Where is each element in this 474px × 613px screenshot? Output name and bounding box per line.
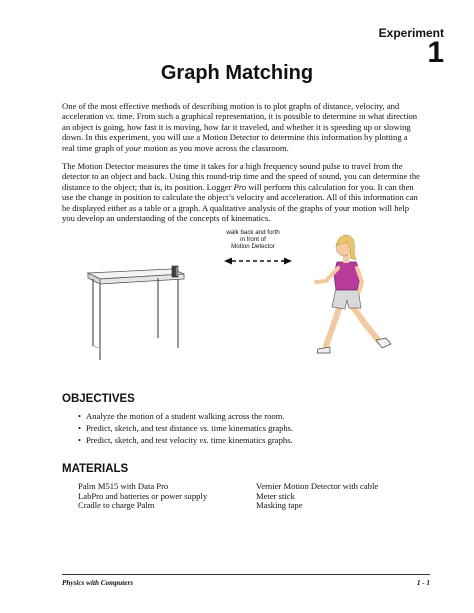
table-illustration (88, 269, 184, 360)
figure-caption-line: Motion Detector (231, 243, 275, 250)
figure-caption-line: walk back and forth (226, 229, 280, 236)
footer-page-number: 1 - 1 (416, 579, 430, 587)
intro-paragraph-1 (62, 101, 422, 153)
material-item: Meter stick (256, 490, 295, 501)
intro-paragraph-1-text (62, 101, 422, 153)
material-item: Cradle to charge Palm (78, 500, 155, 511)
footer-book-title: Physics with Computers (62, 579, 134, 587)
text-run: One of the most effective methods of describing motion is to plot graphs of distance, velocity, and acceleration (62, 101, 400, 122)
text-run: Predict, sketch, and test distance (86, 423, 200, 433)
materials-heading: MATERIALS (62, 463, 129, 475)
objective-item (78, 410, 408, 422)
text-run: time kinematics graphs. (208, 435, 293, 445)
objectives-heading: OBJECTIVES (62, 393, 135, 405)
italic-text-run: Pro (233, 181, 247, 192)
objectives-list (78, 410, 408, 446)
objective-item (78, 434, 408, 446)
motion-detector-icon (172, 266, 178, 277)
objective-item (78, 422, 408, 434)
text-run: motion as you move across the classroom. (141, 142, 289, 153)
materials-right-column (256, 482, 378, 511)
italic-text-run: vs. (199, 423, 210, 433)
text-run: The Motion Detector measures the time it takes for a high frequency sound pulse to travel from the detector to an object and back. Using this round-trip time and the speed of sound, you can determine the distance to the object; that is, its position. Logger (62, 161, 420, 192)
italic-text-run: vs. (105, 111, 115, 122)
figure-caption-line: in front of (240, 236, 266, 243)
text-run: Analyze the motion of a student walking across the room. (86, 411, 285, 421)
materials-left-column (78, 482, 207, 511)
material-item: LabPro and batteries or power supply (78, 490, 208, 501)
text-run: time. From such a graphical representation, it is possible to determine in what direction an object is going, how fast it is moving, how far it traveled, and whether it is speeding up or slowing down. In this experiment, you will use a Motion Detector to determine this information by plotting a real time graph of (62, 111, 418, 153)
intro-paragraph-2 (62, 161, 422, 223)
material-item: Vernier Motion Detector with cable (256, 481, 379, 491)
material-item: Masking tape (256, 500, 303, 511)
experiment-label: Experiment (378, 26, 444, 40)
material-item: Palm M515 with Data Pro (78, 481, 169, 491)
page-title: Graph Matching (160, 62, 314, 84)
italic-text-run: your (125, 142, 142, 153)
text-run: Predict, sketch, and test velocity (86, 435, 200, 445)
double-arrow-icon (224, 258, 292, 265)
footer-rule (62, 574, 430, 575)
figure-caption (218, 229, 288, 250)
experiment-number: 1 (427, 36, 444, 69)
italic-text-run: vs. (199, 435, 209, 445)
text-run: time kinematics graphs. (209, 423, 294, 433)
walking-student-icon (316, 235, 391, 353)
text-run: will perform this calculation for you. It can then use the change in position to calculate the object’s velocity and acceleration. All of this information can be displayed either as a table or a graph. A qualitative analysis of the graphs of your motion will help you develop an understanding of the concepts of kinematics. (62, 181, 418, 224)
intro-paragraph-2-text (62, 161, 422, 223)
